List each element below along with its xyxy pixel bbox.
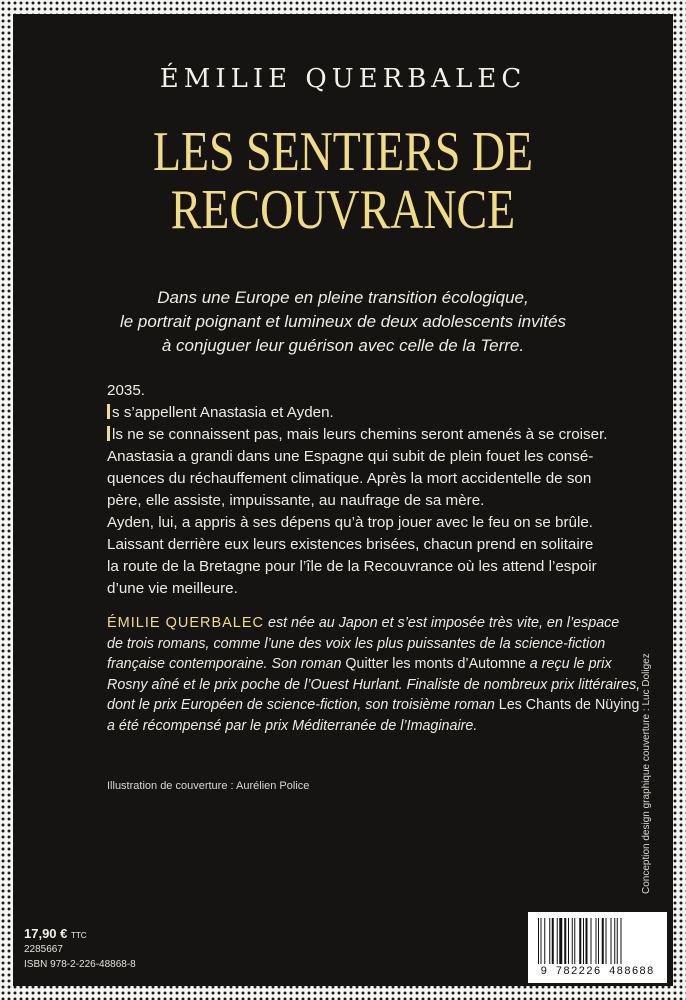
marker-bar [107,404,110,419]
synopsis-line: père, elle assiste, impuissante, au naufrage de sa mère. [107,492,485,509]
barcode-number: 9 782226 488688 [540,966,655,978]
bio-line [107,654,667,675]
synopsis-line: Ayden, lui, a appris à ses dépens qu’à trop jouer avec le feu on se brûle. [107,514,594,531]
barcode-bars [538,918,657,964]
bio-line [107,695,667,716]
barcode [528,912,667,983]
bio-line: de trois romans, comme l’une des voix les plus puissantes de la science-fiction [107,635,606,652]
illustration-credit: Illustration de couverture : Aurélien Police [107,780,310,792]
synopsis-line: d’une vie meilleure. [107,580,238,597]
book-reference: Les Chants de Nüying [498,697,640,713]
price-amount: 17,90 € [24,926,68,941]
pitch-line: le portrait poignant et lumineux de deux adolescents invités [119,312,567,331]
bio-text: dont le prix Européen de science-fiction, son troisième roman [107,697,499,713]
synopsis [107,380,667,600]
author-name: ÉMILIE QUERBALEC [159,64,527,94]
book-title-line-2: RECOUVRANCE [170,179,516,241]
synopsis-line [107,402,667,424]
price [24,926,87,941]
price-tax: TTC [71,931,87,940]
synopsis-year: 2035. [107,382,146,399]
synopsis-text: s s’appellent Anastasia et Ayden. [112,404,334,421]
book-back-cover [13,14,673,986]
book-title-line-1: LES SENTIERS DE [152,121,534,183]
bio-line: Rosny aîné et le prix poche de l’Ouest Hurlant. Finaliste de nombreux prix littéraires, [107,676,641,693]
author-bio [107,613,667,736]
bio-line [107,613,667,634]
product-code: 2285667 [24,944,63,955]
pitch-line: à conjuguer leur guérison avec celle de la Terre. [161,336,525,355]
synopsis-line: Laissant derrière eux leurs existences brisées, chacun prend en solitaire [107,536,594,553]
synopsis-line [107,424,667,446]
pitch-text [13,286,673,358]
bio-text: est née au Japon et s’est imposée très vite, en l’espace [264,615,620,631]
bio-line: a été récompensé par le prix Méditerranée de l’Imaginaire. [107,717,478,734]
book-reference: Quitter les monts d’Automne [345,656,526,672]
synopsis-line: la route de la Bretagne pour l’île de la Recouvrance où les attend l’espoir [107,558,597,575]
synopsis-line: quences du réchauffement climatique. Après la mort accidentelle de son [107,470,592,487]
pitch-line: Dans une Europe en pleine transition écologique, [157,288,529,307]
bio-author-name: ÉMILIE QUERBALEC [107,615,265,631]
synopsis-line: Anastasia a grandi dans une Espagne qui subit de plein fouet les consé- [107,448,594,465]
design-credit: Conception design graphique couverture : Luc Doligez [641,653,652,894]
marker-bar [107,426,110,441]
bio-text: a reçu le prix [525,656,612,672]
bio-text: française contemporaine. Son roman [107,656,346,672]
isbn: ISBN 978-2-226-48868-8 [24,959,136,970]
synopsis-text: ls ne se connaissent pas, mais leurs chemins seront amenés à se croiser. [112,426,608,443]
